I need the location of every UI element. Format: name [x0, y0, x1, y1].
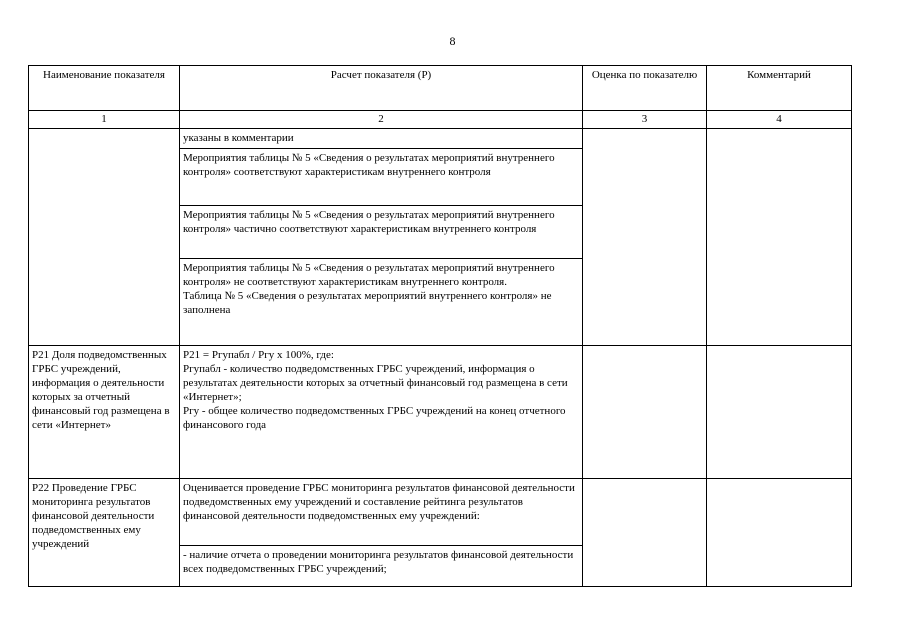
definition-text: Ргу - общее количество подведомственных ГРБС учреждений на конец отчетного финансового года: [183, 405, 566, 431]
calculation-cell: [180, 259, 583, 346]
indicators-table: [28, 65, 852, 587]
score-cell: [583, 479, 707, 587]
comment-cell: [707, 479, 852, 587]
calculation-text: Мероприятия таблицы № 5 «Сведения о результатах мероприятий внутреннего контроля» не соответствуют характеристикам внутреннего контроля.: [183, 262, 555, 288]
comment-cell: [707, 346, 852, 479]
header-indicator-name: Наименование показателя: [29, 66, 180, 111]
calculation-cell: Мероприятия таблицы № 5 «Сведения о результатах мероприятий внутреннего контроля» частично соответствуют характеристикам внутреннего контроля: [180, 206, 583, 259]
column-number: 3: [583, 111, 707, 129]
header-row: [29, 66, 852, 111]
definition-text: Ргупабл - количество подведомственных ГРБС учреждений, информация о результатах деятельности которых за отчетный финансовый год размещена в сети «Интернет»;: [183, 363, 568, 403]
column-number: 1: [29, 111, 180, 129]
header-score: Оценка по показателю: [583, 66, 707, 111]
table-row: [29, 346, 852, 479]
page-number: 8: [449, 34, 456, 48]
table-row: [29, 129, 852, 149]
header-calculation: Расчет показателя (Р): [180, 66, 583, 111]
header-comment: Комментарий: [707, 66, 852, 111]
score-cell: [583, 346, 707, 479]
column-number: 2: [180, 111, 583, 129]
calculation-cell: - наличие отчета о проведении мониторинга результатов финансовой деятельности всех подведомственных ГРБС учреждений;: [180, 546, 583, 587]
column-number-row: [29, 111, 852, 129]
formula-text: Р21 = Ргупабл / Ргу х 100%, где:: [183, 349, 334, 361]
indicator-name-cell: Р22 Проведение ГРБС мониторинга результатов финансовой деятельности подведомственных ему учреждений: [29, 479, 180, 587]
column-number: 4: [707, 111, 852, 129]
calculation-cell: указаны в комментарии: [180, 129, 583, 149]
calculation-cell: [180, 346, 583, 479]
calculation-cell: Мероприятия таблицы № 5 «Сведения о результатах мероприятий внутреннего контроля» соответствуют характеристикам внутреннего контроля: [180, 149, 583, 206]
calculation-cell: Оценивается проведение ГРБС мониторинга результатов финансовой деятельности подведомственных ему учреждений и составление рейтинга результатов финансовой деятельности подведомственных ему учреждений:: [180, 479, 583, 546]
comment-cell: [707, 129, 852, 346]
table-row: [29, 479, 852, 546]
indicator-name-cell: Р21 Доля подведомственных ГРБС учреждений, информация о деятельности которых за отчетный финансовый год размещена в сети «Интернет»: [29, 346, 180, 479]
score-cell: [583, 129, 707, 346]
calculation-text: Таблица № 5 «Сведения о результатах мероприятий внутреннего контроля» не заполнена: [183, 290, 552, 316]
indicator-name-cell: [29, 129, 180, 346]
